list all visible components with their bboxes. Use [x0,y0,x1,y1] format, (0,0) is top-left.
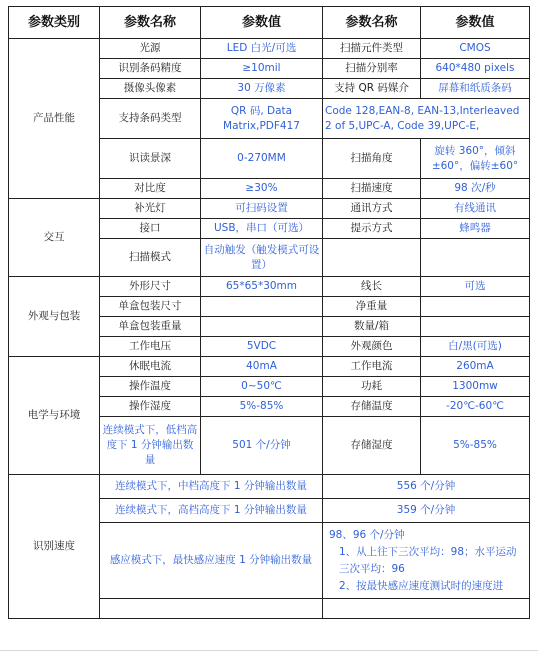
param-name: 扫描分别率 [323,59,421,79]
speed-note-line: 98、96 个/分钟 [329,528,405,541]
param-name: 接口 [100,219,201,239]
header-param-value-2: 参数值 [421,7,530,39]
param-name: 净重量 [323,297,421,317]
table-row [9,39,530,59]
param-value: 5%-85% [421,417,530,475]
table-row [9,357,530,377]
param-name [323,239,421,277]
param-value: ≥30% [201,179,323,199]
speed-value: 556 个/分钟 [323,475,530,499]
param-name: 支持 QR 码媒介 [323,79,421,99]
param-value: 屏幕和纸质条码 [421,79,530,99]
param-name: 提示方式 [323,219,421,239]
param-name: 扫描元件类型 [323,39,421,59]
param-value: 1300mw [421,377,530,397]
spec-sheet [4,2,534,632]
param-name: 连续模式下，低档高度下 1 分钟输出数量 [100,417,201,475]
speed-note-line: 2、按最快感应速度测试时的速度进 [339,579,504,592]
category-product: 产品性能 [9,39,100,199]
param-value: 白/黑(可选) [421,337,530,357]
param-value [421,239,530,277]
param-value: 可选 [421,277,530,297]
param-value: 65*65*30mm [201,277,323,297]
param-name: 存储温度 [323,397,421,417]
category-speed: 识别速度 [9,475,100,619]
param-value: LED 白光/可选 [201,39,323,59]
param-value: 0-270MM [201,139,323,179]
param-value [201,317,323,337]
param-value: 有线通讯 [421,199,530,219]
param-value: QR 码, Data Matrix,PDF417 [201,99,323,139]
barcode-types: Code 128,EAN-8, EAN-13,Interleaved 2 of 5,UPC-A, Code 39,UPC-E, [323,99,530,139]
param-name: 摄像头像素 [100,79,201,99]
param-name: 对比度 [100,179,201,199]
param-value: ≥10mil [201,59,323,79]
param-name: 存储湿度 [323,417,421,475]
param-name: 工作电流 [323,357,421,377]
speed-note-line: 1、从上往下三次平均：98；水平运动三次平均：96 [339,545,517,575]
param-value: 5%-85% [201,397,323,417]
header-param-name: 参数名称 [100,7,201,39]
param-name: 单盒包装尺寸 [100,297,201,317]
param-name: 线长 [323,277,421,297]
param-name: 识别条码精度 [100,59,201,79]
divider [0,650,538,651]
speed-value: 359 个/分钟 [323,499,530,523]
param-name: 外观颜色 [323,337,421,357]
header-param-name-2: 参数名称 [323,7,421,39]
param-value: USB，串口（可选） [201,219,323,239]
param-value: 5VDC [201,337,323,357]
param-name: 操作湿度 [100,397,201,417]
param-name: 单盒包装重量 [100,317,201,337]
spec-table [8,6,530,619]
param-value: 30 万像素 [201,79,323,99]
empty-cell [100,599,323,619]
param-value: -20℃-60℃ [421,397,530,417]
param-name: 操作温度 [100,377,201,397]
param-name: 扫描模式 [100,239,201,277]
param-value [421,317,530,337]
param-value [201,297,323,317]
speed-label: 感应模式下，最快感应速度 1 分钟输出数量 [100,523,323,599]
param-name: 通讯方式 [323,199,421,219]
param-value: 40mA [201,357,323,377]
header-param-value: 参数值 [201,7,323,39]
param-value: 可扫码设置 [201,199,323,219]
header-category: 参数类别 [9,7,100,39]
header-row [9,7,530,39]
param-name: 补光灯 [100,199,201,219]
param-value: 501 个/分钟 [201,417,323,475]
table-row [9,475,530,499]
param-name: 数量/箱 [323,317,421,337]
speed-label: 连续模式下，高档高度下 1 分钟输出数量 [100,499,323,523]
param-value: 260mA [421,357,530,377]
param-name: 外形尺寸 [100,277,201,297]
empty-cell [323,599,530,619]
param-name: 光源 [100,39,201,59]
param-name: 扫描角度 [323,139,421,179]
param-name: 功耗 [323,377,421,397]
param-value: 0~50℃ [201,377,323,397]
param-name: 工作电压 [100,337,201,357]
param-value: CMOS [421,39,530,59]
table-row [9,277,530,297]
param-value: 自动触发（触发模式可设置） [201,239,323,277]
speed-label: 连续模式下，中档高度下 1 分钟输出数量 [100,475,323,499]
param-value: 蜂鸣器 [421,219,530,239]
category-interaction: 交互 [9,199,100,277]
param-name: 识读景深 [100,139,201,179]
category-electrical: 电学与环境 [9,357,100,475]
category-appearance: 外观与包装 [9,277,100,357]
param-value: 640*480 pixels [421,59,530,79]
speed-value-notes [323,523,530,599]
param-name: 支持条码类型 [100,99,201,139]
param-name: 扫描速度 [323,179,421,199]
param-name: 休眠电流 [100,357,201,377]
table-row [9,199,530,219]
param-value: 旋转 360°，倾斜±60°，偏转±60° [421,139,530,179]
param-value: 98 次/秒 [421,179,530,199]
param-value [421,297,530,317]
